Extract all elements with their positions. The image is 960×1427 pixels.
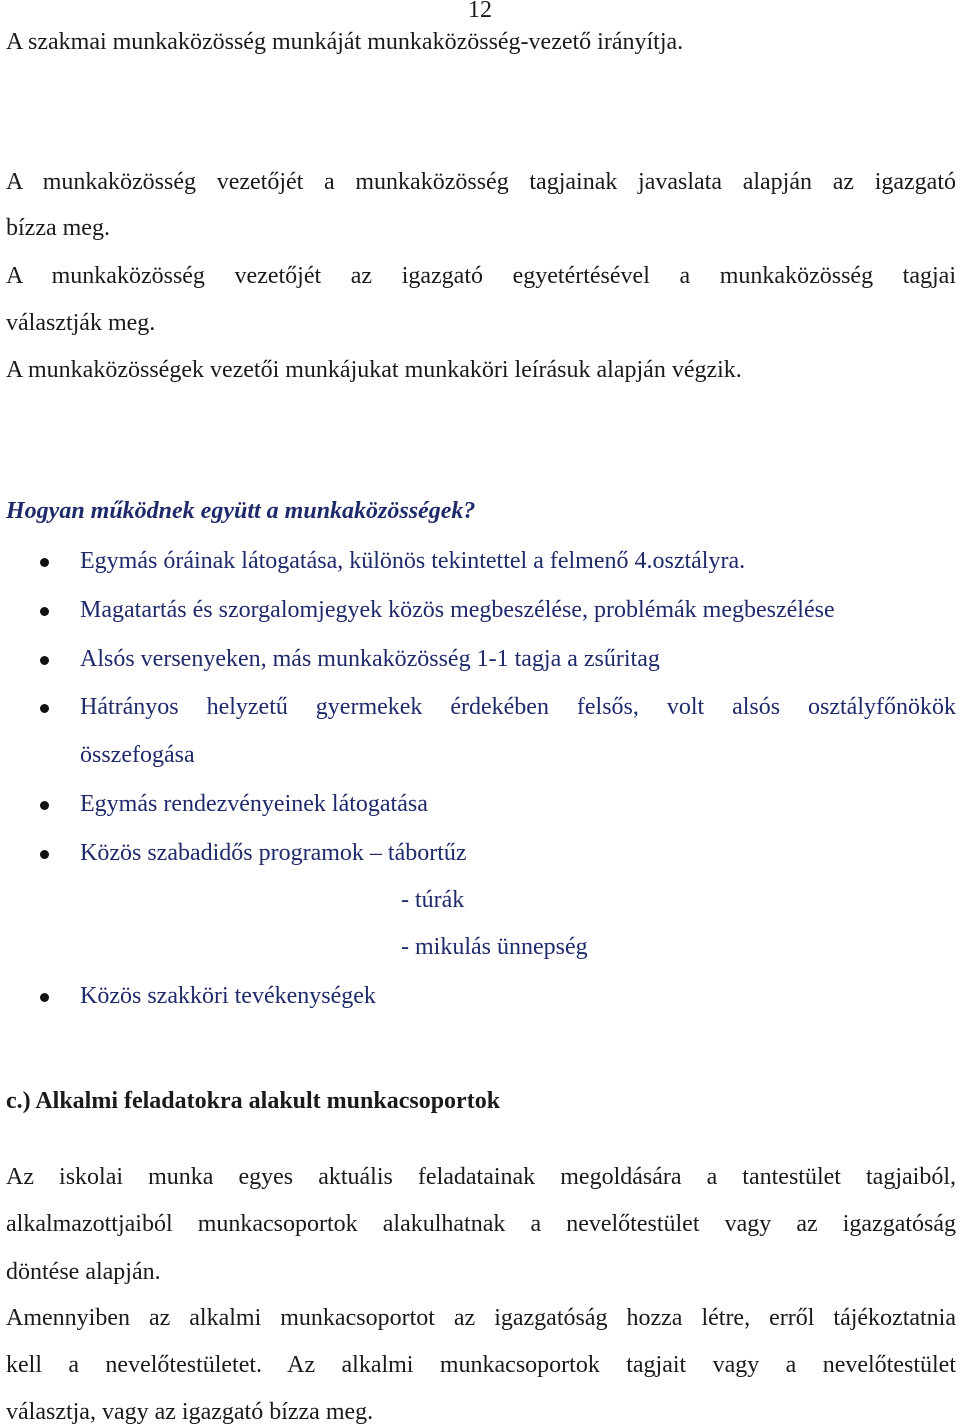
section-heading: Hogyan működnek együtt a munkaközösségek? <box>6 498 476 524</box>
page-number: 12 <box>468 0 492 23</box>
bullet-icon <box>40 704 49 713</box>
paragraph-line: Az iskolai munka egyes aktuális feladatainak megoldására a tantestület tagjaiból, <box>6 1164 956 1190</box>
paragraph-line: választja, vagy az igazgató bízza meg. <box>6 1399 374 1425</box>
list-item-text: Magatartás és szorgalomjegyek közös megbeszélése, problémák megbeszélése <box>80 597 835 623</box>
intro-paragraph-line: A munkaközösség vezetőjét az igazgató egyetértésével a munkaközösség tagjai <box>6 263 956 289</box>
sub-item: - túrák <box>401 887 465 913</box>
sub-item: - mikulás ünnepség <box>401 934 588 960</box>
intro-paragraph-line: bízza meg. <box>6 215 110 241</box>
list-item-text: Közös szabadidős programok – tábortűz <box>80 840 467 866</box>
paragraph-line: kell a nevelőtestületet. Az alkalmi munkacsoportok tagjait vagy a nevelőtestület <box>6 1352 956 1378</box>
bullet-icon <box>40 656 49 665</box>
bullet-icon <box>40 558 49 567</box>
bullet-icon <box>40 607 49 616</box>
intro-line: A szakmai munkaközösség munkáját munkaközösség-vezető irányítja. <box>6 29 684 55</box>
intro-paragraph-line: A munkaközösségek vezetői munkájukat munkaköri leírásuk alapján végzik. <box>6 357 742 383</box>
intro-paragraph-line: választják meg. <box>6 310 156 336</box>
paragraph-line: döntése alapján. <box>6 1259 161 1285</box>
list-item-text: Közös szakköri tevékenységek <box>80 983 376 1009</box>
list-item-text: Egymás óráinak látogatása, különös tekintettel a felmenő 4.osztályra. <box>80 548 746 574</box>
list-item-text: Egymás rendezvényeinek látogatása <box>80 791 428 817</box>
bullet-icon <box>40 993 49 1002</box>
bullet-icon <box>40 801 49 810</box>
list-item-continuation: összefogása <box>80 742 195 768</box>
list-item-text: Alsós versenyeken, más munkaközösség 1-1 tagja a zsűritag <box>80 646 660 672</box>
bullet-icon <box>40 850 49 859</box>
list-item-text: Hátrányos helyzetű gyermekek érdekében felsős, volt alsós osztályfőnökök <box>80 694 956 720</box>
paragraph-line: alkalmazottjaiból munkacsoportok alakulhatnak a nevelőtestület vagy az igazgatóság <box>6 1211 956 1237</box>
intro-paragraph-line: A munkaközösség vezetőjét a munkaközösség tagjainak javaslata alapján az igazgató <box>6 169 956 195</box>
paragraph-line: Amennyiben az alkalmi munkacsoportot az igazgatóság hozza létre, erről tájékoztatnia <box>6 1305 956 1331</box>
section-heading: c.) Alkalmi feladatokra alakult munkacsoportok <box>6 1088 501 1114</box>
